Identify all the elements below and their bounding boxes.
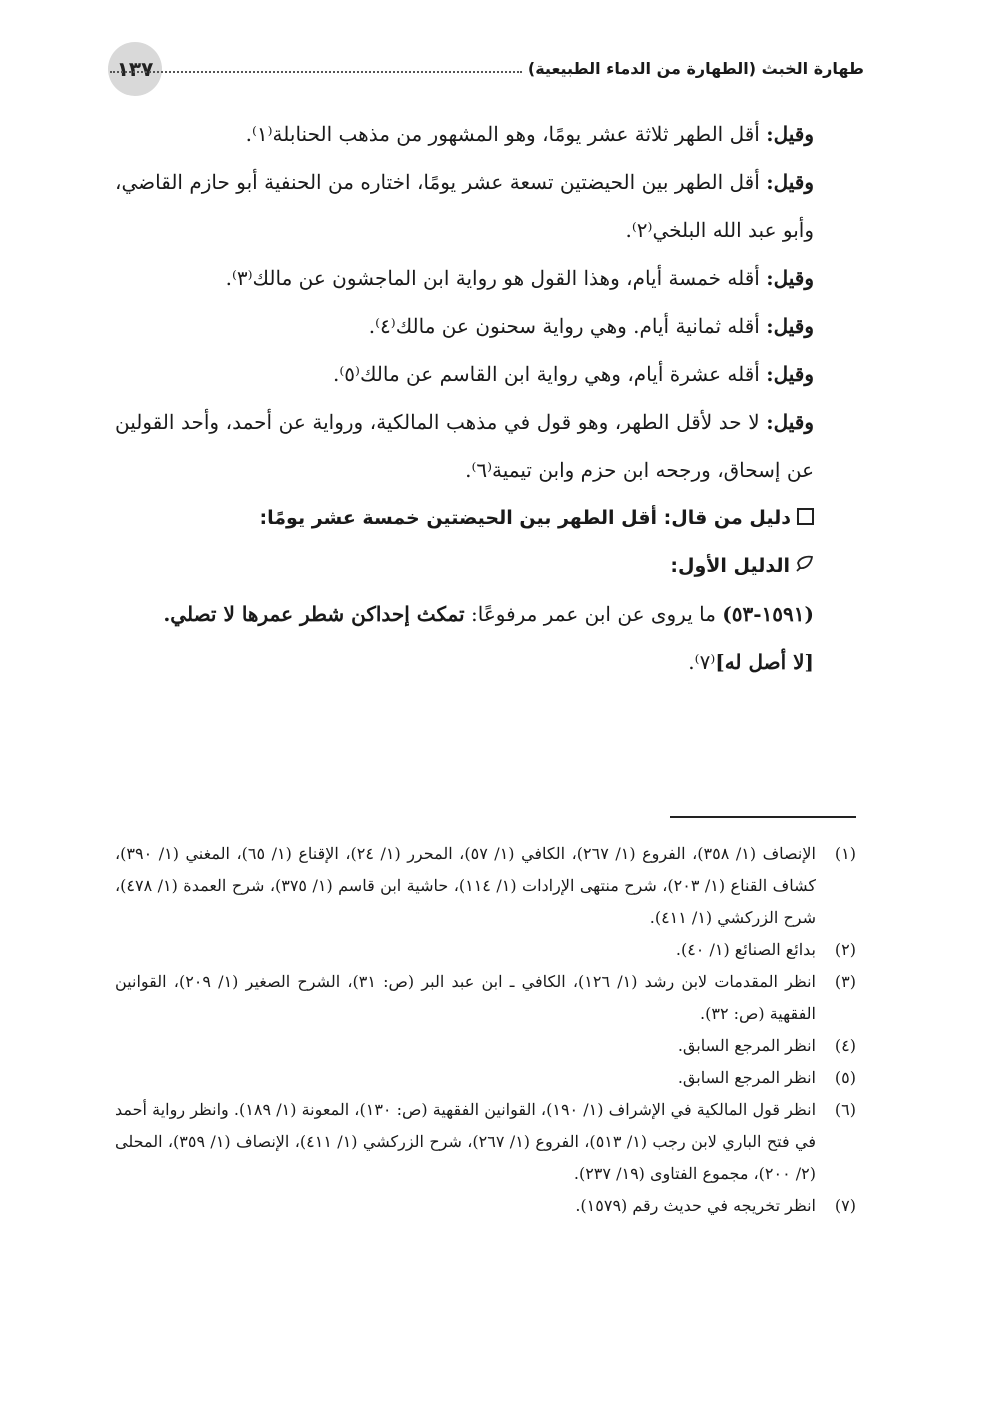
sub-heading (115, 542, 856, 590)
footnote-text: انظر تخريجه في حديث رقم (١٥٧٩). (575, 1196, 816, 1215)
paragraph (115, 350, 856, 398)
paragraph-lead: وقيل: (766, 122, 814, 146)
footnote (115, 1030, 856, 1062)
footnote-number: (١) (834, 844, 856, 863)
footnote-text: الإنصاف (١/ ٣٥٨)، الفروع (١/ ٢٦٧)، الكافي (١/ ٥٧)، المحرر (١/ ٢٤)، الإقناع (١/ ٦٥)، المغني (١/ ٣٩٠)، كشاف القناع (١/ ٢٠٣)، شرح منتهى الإرادات (١/ ١١٤)، حاشية ابن قاسم (١/ ٣٧٥)، شرح العمدة (١/ ٤٧٨)، شرح الزركشي (١/ ٤١١). (115, 844, 816, 927)
footnote-text: انظر المرجع السابق. (677, 1068, 816, 1087)
footnote (115, 1190, 856, 1222)
footnote (115, 1094, 856, 1190)
footnote-number: (٤) (834, 1036, 856, 1055)
header-dotted-leader (110, 71, 522, 73)
main-text (115, 110, 856, 686)
paragraph (115, 302, 856, 350)
sub-heading-text: الدليل الأول: (670, 555, 790, 577)
hadith-number: (١٥٩١-٥٣) (722, 602, 814, 626)
paragraph-text: أقله عشرة أيام، وهي رواية ابن القاسم عن مالك⁽٥⁾. (333, 362, 767, 386)
footnote-text: انظر قول المالكية في الإشراف (١/ ١٩٠)، القوانين الفقهية (ص: ١٣٠)، المعونة (١/ ١٨٩). وانظر رواية أحمد في فتح الباري لابن رجب (١/ ٥١٣)، الفروع (١/ ٢٦٧)، شرح الزركشي (١/ ٤١١)، الإنصاف (١/ ٣٥٩)، المحلى (٢/ ٢٠٠)، مجموع الفتاوى (١٩/ ٢٣٧). (115, 1100, 817, 1183)
footnote (115, 838, 856, 934)
page-header (110, 42, 864, 94)
grading-ref: ⁽٧⁾. (688, 650, 716, 674)
paragraph (115, 398, 856, 494)
square-bullet-icon (797, 508, 814, 525)
hadith-matn: تمكث إحداكن شطر عمرها لا تصلي. (163, 602, 465, 626)
paragraph-text: لا حد لأقل الطهر، وهو قول في مذهب المالكية، ورواية عن أحمد، وأحد القولين عن إسحاق، ورجحه ابن حزم وابن تيمية⁽٦⁾. (115, 410, 814, 482)
paragraph (115, 254, 856, 302)
hadith-grading (115, 638, 856, 686)
paragraph-lead: وقيل: (766, 362, 814, 386)
grading-text: [لا أصل له] (715, 650, 814, 674)
paragraph (115, 110, 856, 158)
leaf-ornament-icon (796, 542, 814, 590)
paragraph-text: أقل الطهر ثلاثة عشر يومًا، وهو المشهور من مذهب الحنابلة⁽١⁾. (245, 122, 767, 146)
section-heading (115, 494, 856, 542)
paragraph-lead: وقيل: (766, 410, 814, 434)
footnote-text: انظر المقدمات لابن رشد (١/ ١٢٦)، الكافي ـ ابن عبد البر (ص: ٣١)، الشرح الصغير (١/ ٢٠٩)، القوانين الفقهية (ص: ٣٢). (115, 972, 816, 1023)
footnote (115, 934, 856, 966)
footnote-separator (670, 816, 856, 818)
footnote-text: بدائع الصنائع (١/ ٤٠). (675, 940, 816, 959)
paragraph-lead: وقيل: (766, 314, 814, 338)
footnote-number: (٧) (834, 1196, 856, 1215)
paragraph (115, 158, 856, 254)
paragraph-text: أقله خمسة أيام، وهذا القول هو رواية ابن الماجشون عن مالك⁽٣⁾. (225, 266, 767, 290)
page-number: ١٣٧ (108, 42, 162, 96)
footnote (115, 1062, 856, 1094)
paragraph-lead: وقيل: (766, 170, 814, 194)
paragraph-text: أقله ثمانية أيام. وهي رواية سحنون عن مالك⁽٤⁾. (368, 314, 767, 338)
hadith (115, 590, 856, 638)
section-heading-text: دليل من قال: أقل الطهر بين الحيضتين خمسة عشر يومًا: (259, 507, 791, 529)
footnotes (115, 838, 856, 1222)
footnote-number: (٣) (834, 972, 856, 991)
footnote-number: (٢) (834, 940, 856, 959)
paragraph-text: أقل الطهر بين الحيضتين تسعة عشر يومًا، اختاره من الحنفية أبو حازم القاضي، وأبو عبد الله البلخي⁽٢⁾. (115, 170, 814, 242)
hadith-intro: ما يروى عن ابن عمر مرفوعًا: (464, 602, 723, 626)
footnote-number: (٦) (834, 1100, 856, 1119)
footnote-text: انظر المرجع السابق. (677, 1036, 816, 1055)
footnote (115, 966, 856, 1030)
footnote-number: (٥) (834, 1068, 856, 1087)
paragraph-lead: وقيل: (766, 266, 814, 290)
running-title: طهارة الخبث (الطهارة من الدماء الطبيعية) (527, 58, 864, 78)
